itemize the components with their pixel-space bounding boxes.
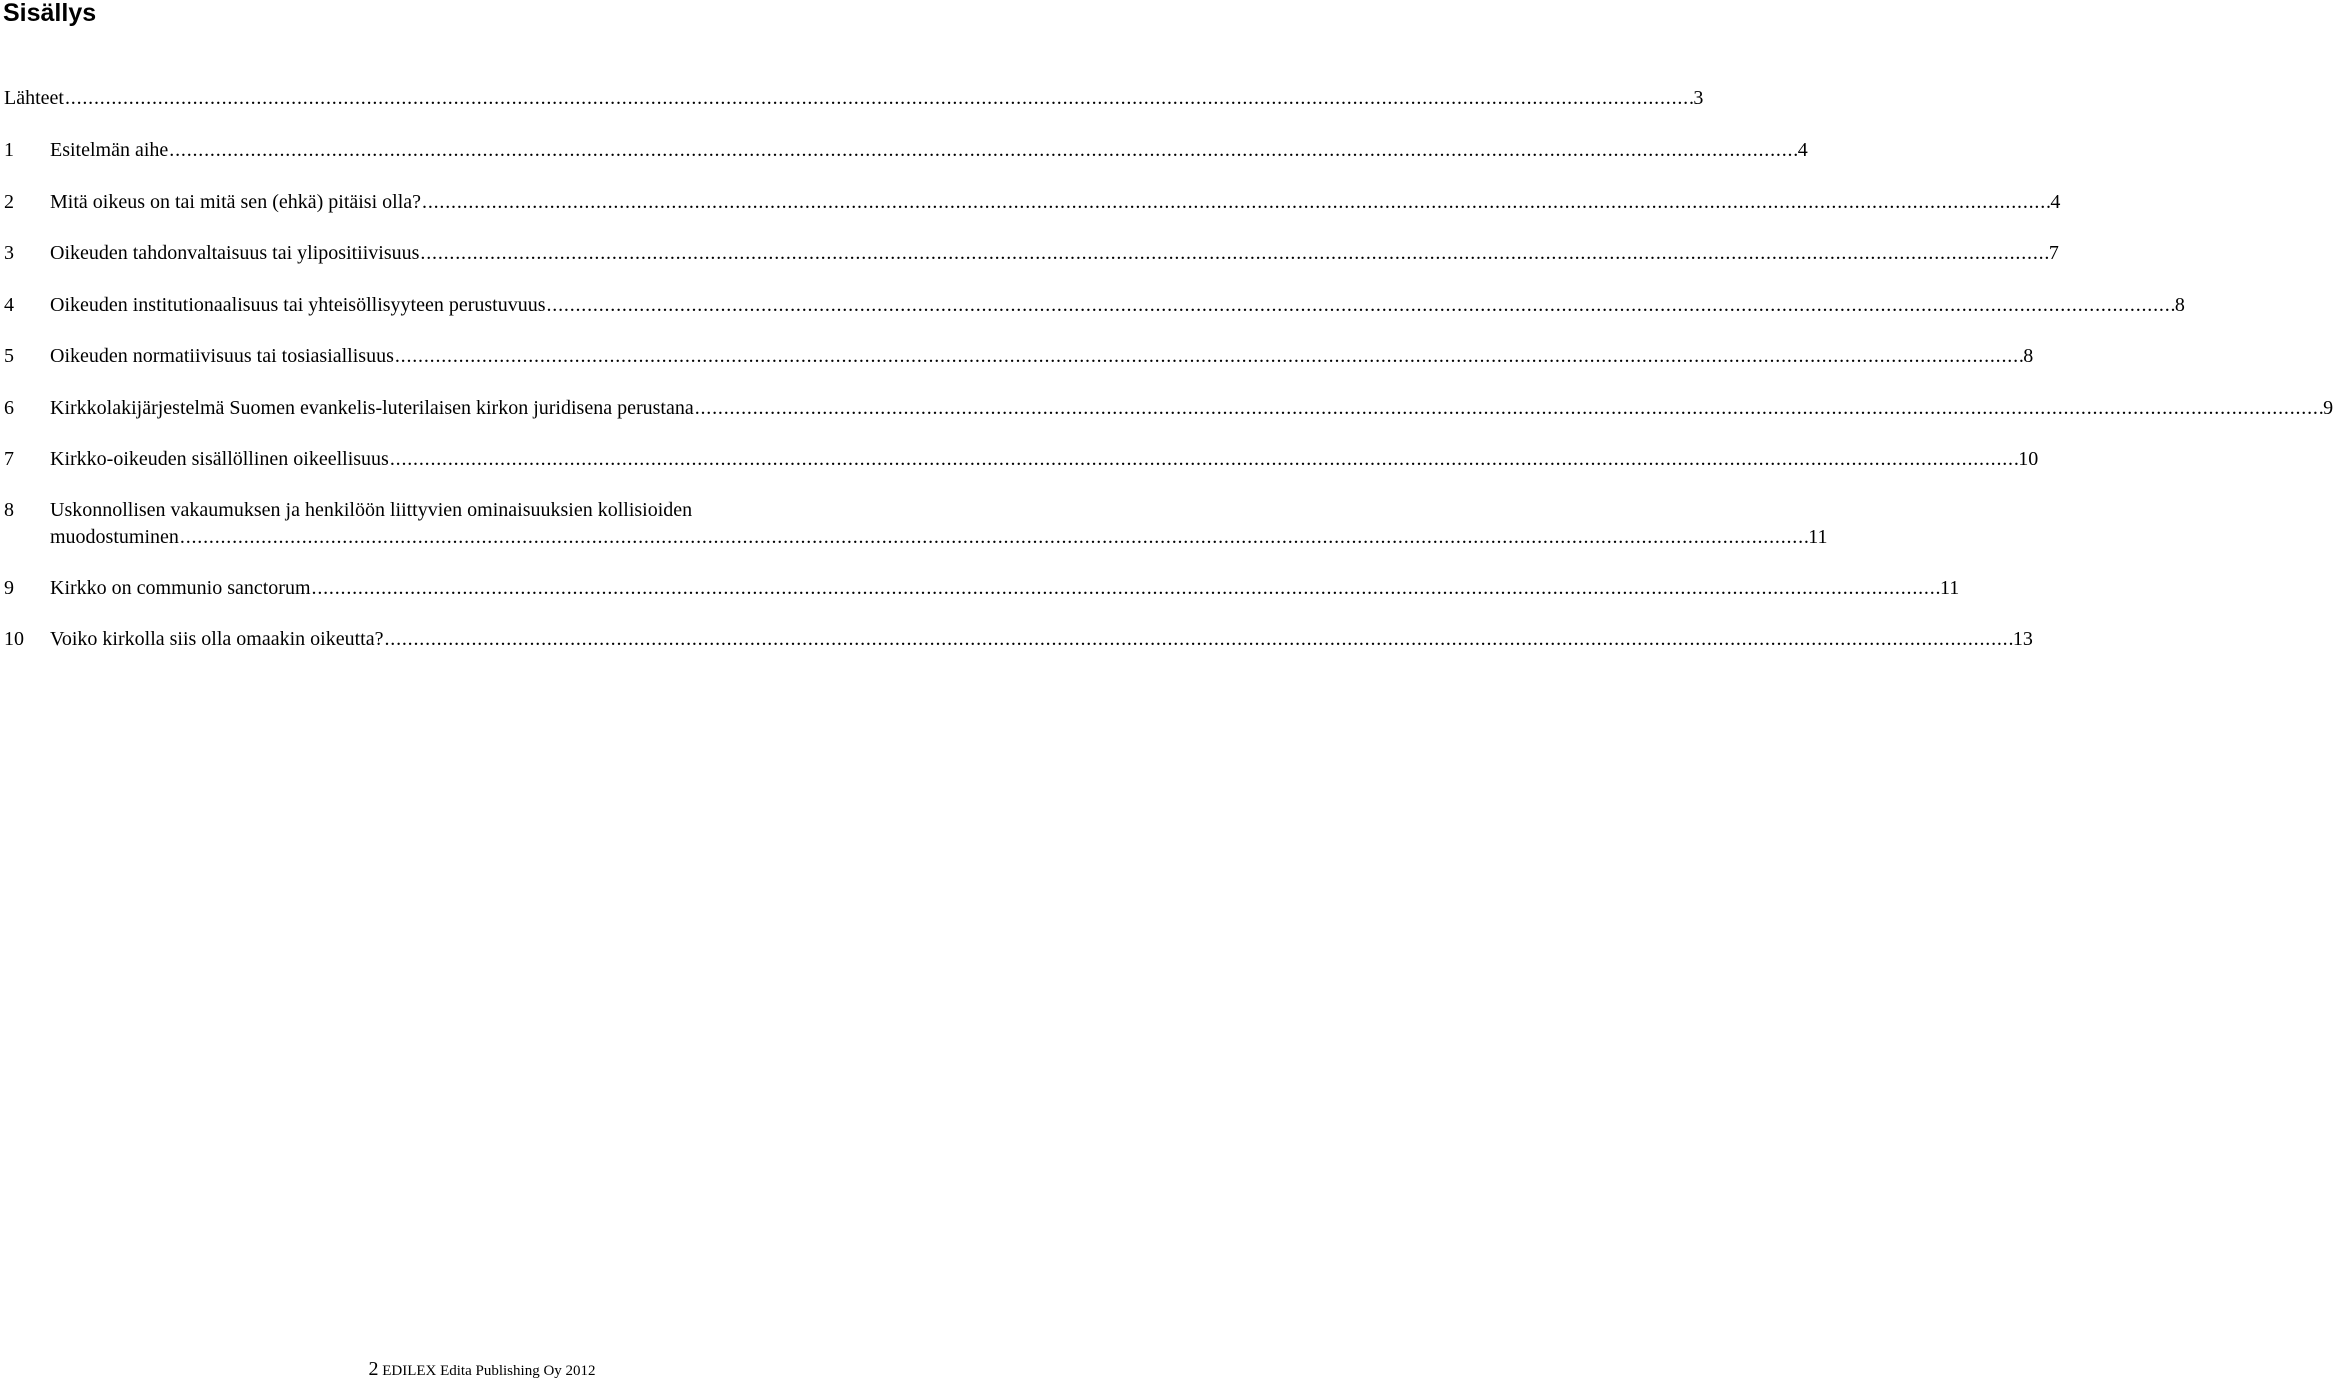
- toc-entry-page: 9: [2323, 397, 2333, 419]
- toc-entry-1[interactable]: [4, 138, 1808, 162]
- toc-entry-10[interactable]: [4, 627, 2033, 651]
- toc-entry-page: 13: [2012, 628, 2033, 650]
- footer-publisher: EDILEX Edita Publishing Oy 2012: [382, 1363, 596, 1379]
- toc-entry-number: 9: [4, 577, 14, 599]
- toc-entry-number: 3: [4, 242, 14, 264]
- toc-leader-dots: [384, 627, 2011, 651]
- toc-entry-title-line1: Uskonnollisen vakaumuksen ja henkilöön liittyvien ominaisuuksien kollisioiden: [50, 499, 693, 521]
- toc-leader-dots: [180, 525, 1807, 549]
- toc-leader-dots: [422, 190, 2049, 214]
- toc-entry-page: 4: [1797, 139, 1808, 161]
- toc-entry-9[interactable]: [4, 576, 1960, 600]
- toc-entry-page: 3: [1693, 87, 1704, 109]
- page-footer: [0, 1359, 960, 1381]
- toc-entry-title: Oikeuden normatiivisuus tai tosiasiallisuus: [50, 345, 394, 367]
- toc-entry-3[interactable]: [4, 241, 2059, 265]
- toc-leader-dots: [390, 447, 2017, 471]
- toc-entry-5[interactable]: [4, 344, 2034, 368]
- toc-entry-6[interactable]: [4, 396, 2333, 420]
- toc-entry-number: 2: [4, 191, 14, 213]
- toc-entry-8[interactable]: [4, 498, 1828, 549]
- toc-entry-title: Esitelmän aihe: [50, 139, 169, 161]
- toc-entry-number: 8: [4, 499, 14, 521]
- toc-entry-title: Mitä oikeus on tai mitä sen (ehkä) pitäisi olla?: [50, 191, 422, 213]
- toc-entry-title: Kirkko on communio sanctorum: [50, 577, 311, 599]
- toc-leader-dots: [312, 576, 1939, 600]
- footer-page-number: 2: [368, 1358, 379, 1380]
- toc-entry-number: 6: [4, 397, 14, 419]
- toc-entry-page: 4: [2050, 191, 2061, 213]
- toc-entry-number: 10: [4, 628, 24, 650]
- toc-leader-dots: [395, 344, 2022, 368]
- toc-entry-page: 11: [1808, 526, 1828, 548]
- toc-entry-number: 4: [4, 294, 14, 316]
- toc-entry-number: 7: [4, 448, 14, 470]
- toc-entry-sources[interactable]: [4, 86, 1704, 110]
- toc-entry-title: Lähteet: [4, 87, 64, 109]
- toc-entry-title: Oikeuden tahdonvaltaisuus tai ylipositiivisuus: [50, 242, 420, 264]
- toc-entry-page: 8: [2174, 294, 2185, 316]
- toc-entry-title: Kirkkolakijärjestelmä Suomen evankelis-luterilaisen kirkon juridisena perustana: [50, 397, 694, 419]
- toc-entry-title: Kirkko-oikeuden sisällöllinen oikeellisuus: [50, 448, 389, 470]
- toc-entry-number: 1: [4, 139, 14, 161]
- toc-leader-dots: [169, 138, 1796, 162]
- toc-entry-2[interactable]: [4, 190, 2061, 214]
- toc-entry-7[interactable]: [4, 447, 2039, 471]
- toc-entry-number: 5: [4, 345, 14, 367]
- toc-entry-title: Oikeuden institutionaalisuus tai yhteisöllisyyteen perustuvuus: [50, 294, 546, 316]
- toc-leader-dots: [65, 86, 1692, 110]
- toc-leader-dots: [547, 293, 2174, 317]
- toc-entry-page: 7: [2048, 242, 2059, 264]
- toc-leader-dots: [420, 241, 2047, 265]
- toc-entry-title: muodostuminen: [50, 526, 179, 548]
- toc-entry-page: 11: [1939, 577, 1960, 599]
- toc-entry-page: 8: [2023, 345, 2034, 367]
- toc-entry-title: Voiko kirkolla siis olla omaakin oikeutta?: [50, 628, 384, 650]
- toc-entry-page: 10: [2018, 448, 2039, 470]
- toc-leader-dots: [695, 396, 2322, 420]
- toc-heading: Sisällys: [3, 0, 97, 27]
- toc-entry-4[interactable]: [4, 293, 2185, 317]
